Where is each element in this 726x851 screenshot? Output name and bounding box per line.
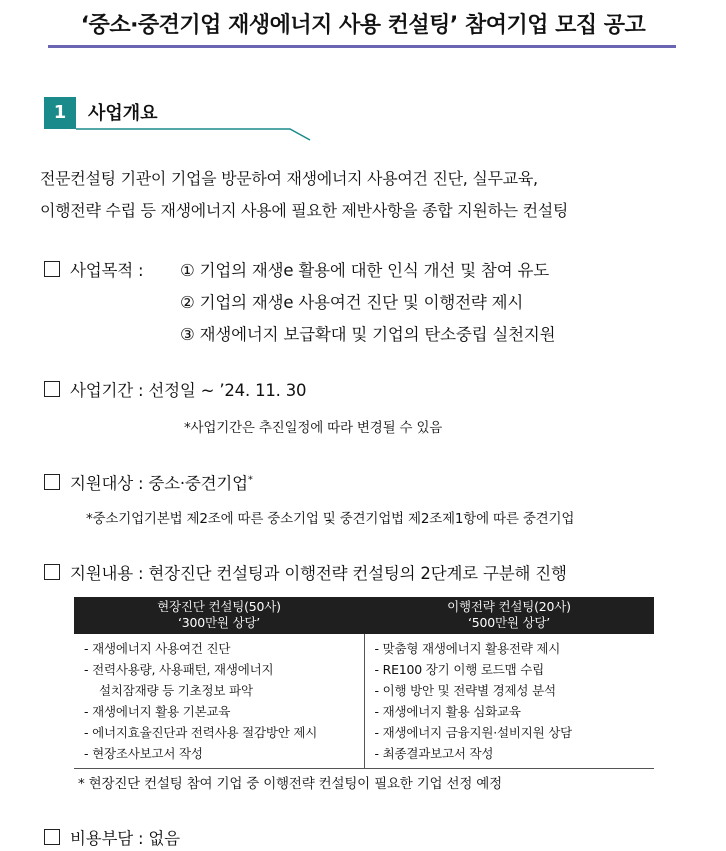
list-item: - 이행 방안 및 전략별 경제성 분석: [374, 683, 556, 698]
period-text: 사업기간 : 선정일 ~ ’24. 11. 30: [70, 381, 307, 400]
left-column-items: [74, 634, 364, 769]
left-column-header: [74, 597, 364, 634]
right-header-sub: ‘500만원 상당’: [467, 615, 551, 630]
target-row: [44, 470, 253, 494]
list-item: - 에너지효율진단과 전력사용 절감방안 제시: [84, 725, 318, 740]
target-text: 지원대상 : 중소·중견기업: [70, 474, 248, 493]
purpose-label: 사업목적 :: [70, 261, 144, 280]
list-item: - 재생에너지 사용여건 진단: [84, 641, 231, 656]
section-number-badge: 1: [44, 97, 76, 129]
intro-line-1: 전문컨설팅 기관이 기업을 방문하여 재생에너지 사용여건 진단, 실무교육,: [40, 169, 538, 188]
right-column-items: [364, 634, 654, 769]
period-row: [44, 377, 306, 401]
page-title: ‘중소·중견기업 재생에너지 사용 컨설팅’ 참여기업 모집 공고: [80, 13, 646, 38]
list-item: 설치잠재량 등 기초정보 파악: [99, 683, 253, 698]
purpose-item-2: ② 기업의 재생e 사용여건 진단 및 이행전략 제시: [180, 293, 524, 312]
checkbox-square-icon: [44, 261, 60, 277]
list-item: - 맞춤형 재생에너지 활용전략 제시: [374, 641, 561, 656]
period-note: *사업기간은 추진일정에 따라 변경될 수 있음: [184, 420, 443, 436]
cost-text: 비용부담 : 없음: [70, 829, 180, 848]
list-item: - 재생에너지 활용 기본교육: [84, 704, 231, 719]
purpose-item-1: ① 기업의 재생e 활용에 대한 인식 개선 및 참여 유도: [180, 261, 549, 280]
intro-line-2: 이행전략 수립 등 재생에너지 사용에 필요한 제반사항을 종합 지원하는 컨설팅: [40, 201, 569, 220]
list-item: - 전력사용량, 사용패턴, 재생에너지: [84, 662, 274, 677]
title-underline: [48, 45, 676, 48]
support-content-table: [74, 597, 654, 769]
checkbox-square-icon: [44, 474, 60, 490]
list-item: - 재생에너지 금융지원·설비지원 상담: [374, 725, 573, 740]
content-note: * 현장진단 컨설팅 참여 기업 중 이행전략 컨설팅이 필요한 기업 선정 예정: [78, 776, 502, 792]
list-item: - RE100 장기 이행 로드맵 수립: [374, 662, 544, 677]
purpose-row: [44, 257, 143, 281]
left-header-sub: ‘300만원 상당’: [177, 615, 261, 630]
target-note: *중소기업기본법 제2조에 따른 중소기업 및 중견기업법 제2조제1항에 따른 중견기업: [86, 511, 575, 527]
section-title: 사업개요: [88, 103, 158, 124]
list-item: - 재생에너지 활용 심화교육: [374, 704, 521, 719]
content-row: [44, 560, 567, 584]
target-footnote-mark: *: [247, 474, 253, 486]
right-column-header: [364, 597, 654, 634]
list-item: - 최종결과보고서 작성: [374, 746, 494, 761]
cost-row: [44, 825, 180, 849]
checkbox-square-icon: [44, 829, 60, 845]
left-header-title: 현장진단 컨설팅(50사): [157, 599, 281, 614]
list-item: - 현장조사보고서 작성: [84, 746, 203, 761]
checkbox-square-icon: [44, 381, 60, 397]
content-text: 지원내용 : 현장진단 컨설팅과 이행전략 컨설팅의 2단계로 구분해 진행: [70, 564, 567, 583]
right-header-title: 이행전략 컨설팅(20사): [447, 599, 571, 614]
purpose-item-3: ③ 재생에너지 보급확대 및 기업의 탄소중립 실천지원: [180, 325, 556, 344]
checkbox-square-icon: [44, 564, 60, 580]
